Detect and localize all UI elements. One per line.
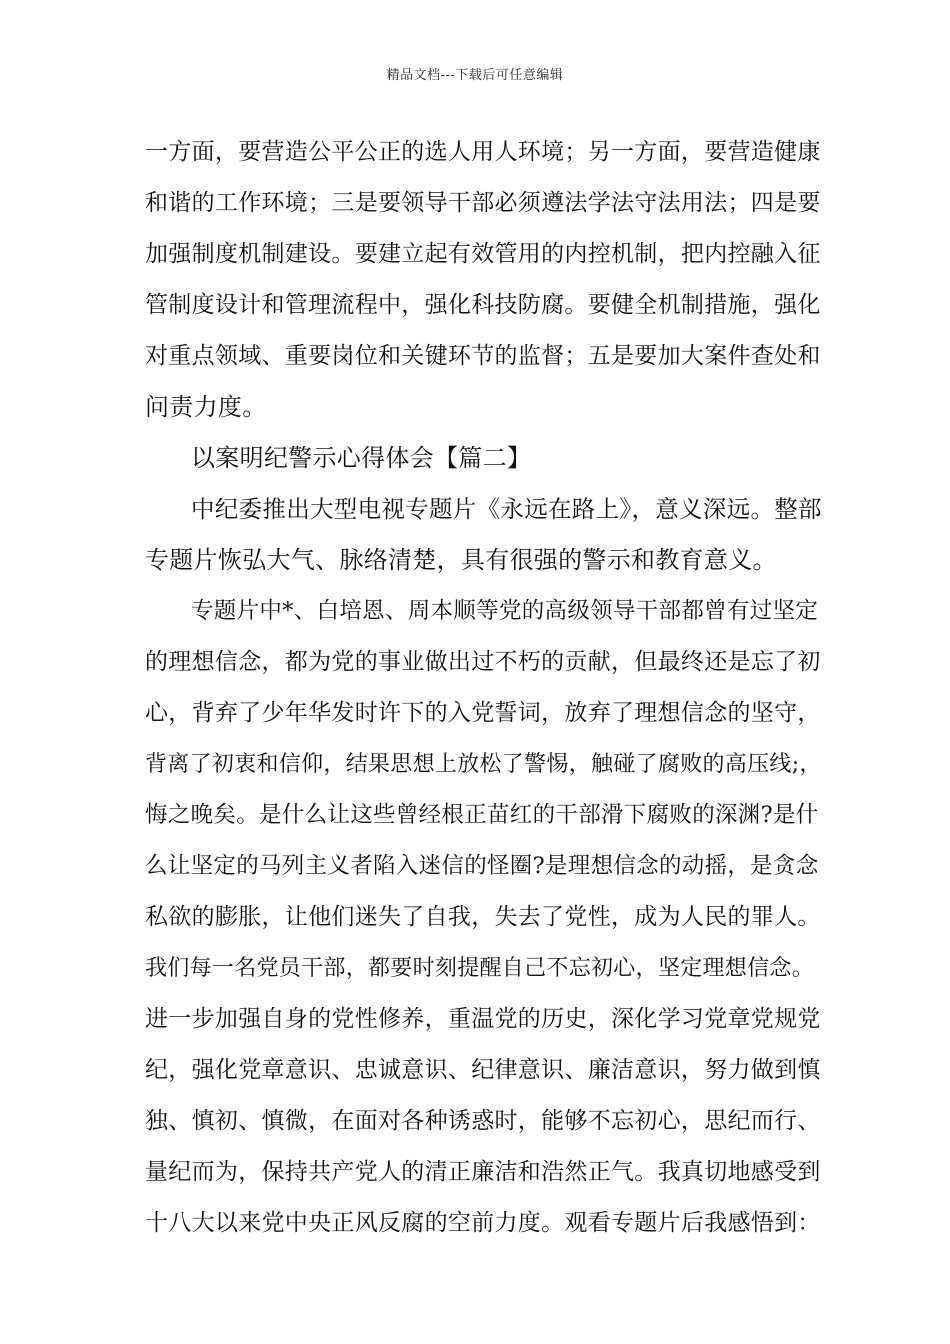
text-line: 悔之晚矣。是什么让这些曾经根正苗红的干部滑下腐败的深渊?是什 xyxy=(145,802,819,828)
text-line: 管制度设计和管理流程中，强化科技防腐。要健全机制措施，强化 xyxy=(145,292,821,318)
text-line: 一方面，要营造公平公正的选人用人环境；另一方面，要营造健康 xyxy=(145,139,821,165)
text-line: 以案明纪警示心得体会【篇二】 xyxy=(191,444,532,472)
text-line: 私欲的膨胀，让他们迷失了自我，失去了党性，成为人民的罪人。 xyxy=(145,904,821,930)
text-line: 么让坚定的马列主义者陷入迷信的怪圈?是理想信念的动摇，是贪念 xyxy=(145,853,819,879)
page-header: 精品文档---下载后可任意编辑 xyxy=(386,68,564,83)
text-line: 纪，强化党章意识、忠诚意识、纪律意识、廉洁意识，努力做到慎 xyxy=(145,1057,821,1083)
text-line: 我们每一名党员干部，都要时刻提醒自己不忘初心，坚定理想信念。 xyxy=(145,956,815,981)
text-line: 加强制度机制建设。要建立起有效管用的内控机制，把内控融入征 xyxy=(145,241,821,267)
text-line: 对重点领域、重要岗位和关键环节的监督；五是要加大案件查处和 xyxy=(145,343,821,369)
text-line: 独、慎初、慎微，在面对各种诱惑时，能够不忘初心，思纪而行、 xyxy=(145,1108,821,1134)
text-line: 问责力度。 xyxy=(145,393,267,421)
text-line: 量纪而为，保持共产党人的清正廉洁和浩然正气。我真切地感受到 xyxy=(145,1159,821,1185)
text-line: 心，背弃了少年华发时许下的入党誓词，放弃了理想信念的坚守， xyxy=(145,700,821,726)
text-line: 的理想信念，都为党的事业做出过不朽的贡献，但最终还是忘了初 xyxy=(145,649,821,675)
text-line: 背离了初衷和信仰，结果思想上放松了警惕，触碰了腐败的高压线;， xyxy=(145,752,822,777)
text-line: 和谐的工作环境；三是要领导干部必须遵法学法守法用法；四是要 xyxy=(145,190,821,216)
text-line: 中纪委推出大型电视专题片《永远在路上》，意义深远。整部 xyxy=(191,495,822,523)
text-line: 进一步加强自身的党性修养，重温党的历史，深化学习党章党规党 xyxy=(145,1006,821,1032)
text-line: 专题片恢弘大气、脉络清楚，具有很强的警示和教育意义。 xyxy=(145,546,777,574)
text-line: 十八大以来党中央正风反腐的空前力度。观看专题片后我感悟到： xyxy=(145,1210,821,1236)
document-body xyxy=(145,127,825,1249)
text-line: 专题片中*、白培恩、周本顺等党的高级领导干部都曾有过坚定 xyxy=(191,598,819,624)
